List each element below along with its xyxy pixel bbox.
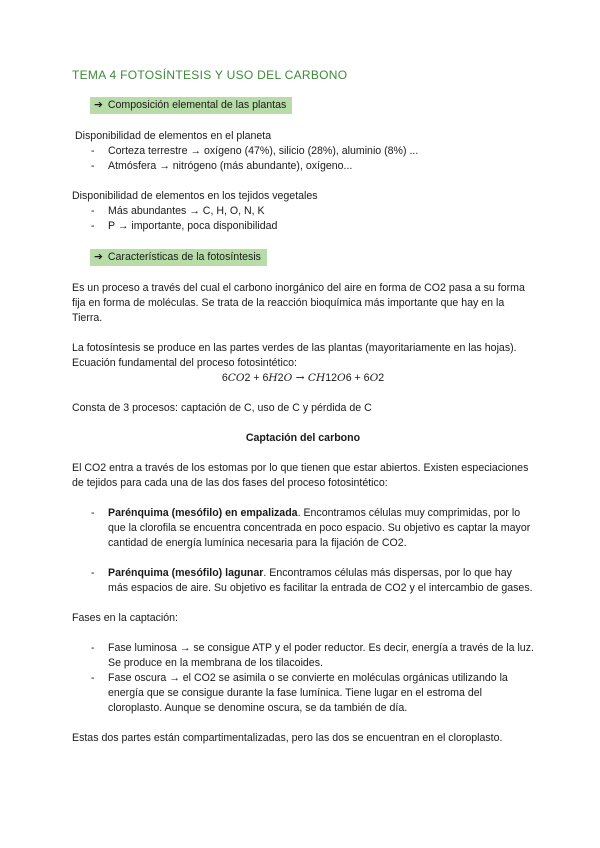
arrow-icon: ➔ <box>94 251 103 263</box>
photosynthesis-equation: 6CO2 + 6H2O → CH12O6 + 6O2 <box>221 372 385 384</box>
list-tejidos <box>72 204 534 234</box>
paragraph: La fotosíntesis se produce en las partes verdes de las plantas (mayoritariamente en las hojas). Ecuación fundamental del proceso fotosintético: <box>72 342 517 369</box>
list-item: - Corteza terrestre → oxígeno (47%), silicio (28%), aluminio (8%) ... <box>72 144 534 159</box>
list-item: - Parénquima (mesófilo) en empalizada. Encontramos células muy comprimidas, por lo que la clorofila se encuentra concentrada en poco espacio. Su objetivo es captar la mayor cantidad de energía lumínica necesaria para la fijación de CO2. <box>72 506 534 551</box>
section-heading-composicion <box>90 97 292 114</box>
block-title-planeta: Disponibilidad de elementos en el planeta <box>75 130 272 142</box>
subheading-captacion: Captación del carbono <box>245 432 361 444</box>
list-tejidos-parenquima <box>72 506 534 596</box>
phases-title: Fases en la captación: <box>72 612 178 624</box>
section-heading-label: Composición elemental de las plantas <box>107 99 287 111</box>
paragraph: Es un proceso a través del cual el carbono inorgánico del aire en forma de CO2 pasa a su forma fija en forma de moléculas. Se trata de la reacción bioquímica más importante que hay en la Tierra. <box>72 282 525 324</box>
list-item: - Fase luminosa → se consigue ATP y el poder reductor. Es decir, energía a través de la luz. Se produce en la membrana de los tilacoides. <box>72 641 534 671</box>
block-title-tejidos: Disponibilidad de elementos en los tejidos vegetales <box>72 190 318 202</box>
paragraph: Estas dos partes están compartimentalizadas, pero las dos se encuentran en el cloroplasto. <box>72 732 503 744</box>
paragraph: Consta de 3 procesos: captación de C, uso de C y pérdida de C <box>72 402 372 414</box>
paragraph: El CO2 entra a través de los estomas por lo que tienen que estar abiertos. Existen especiaciones de tejidos para cada una de las dos fases del proceso fotosintético: <box>72 462 529 489</box>
list-item: - Más abundantes → C, H, O, N, K <box>72 204 534 219</box>
arrow-icon: ➔ <box>94 99 103 111</box>
list-item: - Parénquima (mesófilo) lagunar. Encontramos células más dispersas, por lo que hay más espacios de aire. Su objetivo es facilitar la entrada de CO2 y el intercambio de gases. <box>72 566 534 596</box>
list-item: - Fase oscura → el CO2 se asimila o se convierte en moléculas orgánicas utilizando la energía que se consigue durante la fase lumínica. Tiene lugar en el estroma del cloroplasto. Aunque se denomine oscura, se da también de día. <box>72 671 534 716</box>
section-heading-label: Características de la fotosíntesis <box>107 251 261 263</box>
page-title: TEMA 4 FOTOSÍNTESIS Y USO DEL CARBONO <box>72 68 348 82</box>
list-item: - P → importante, poca disponibilidad <box>72 219 534 234</box>
list-fases <box>72 641 534 716</box>
section-heading-caracteristicas <box>90 249 267 266</box>
list-planeta <box>72 144 534 174</box>
list-item: - Atmósfera → nitrógeno (más abundante), oxígeno... <box>72 159 534 174</box>
document-page <box>72 68 534 746</box>
